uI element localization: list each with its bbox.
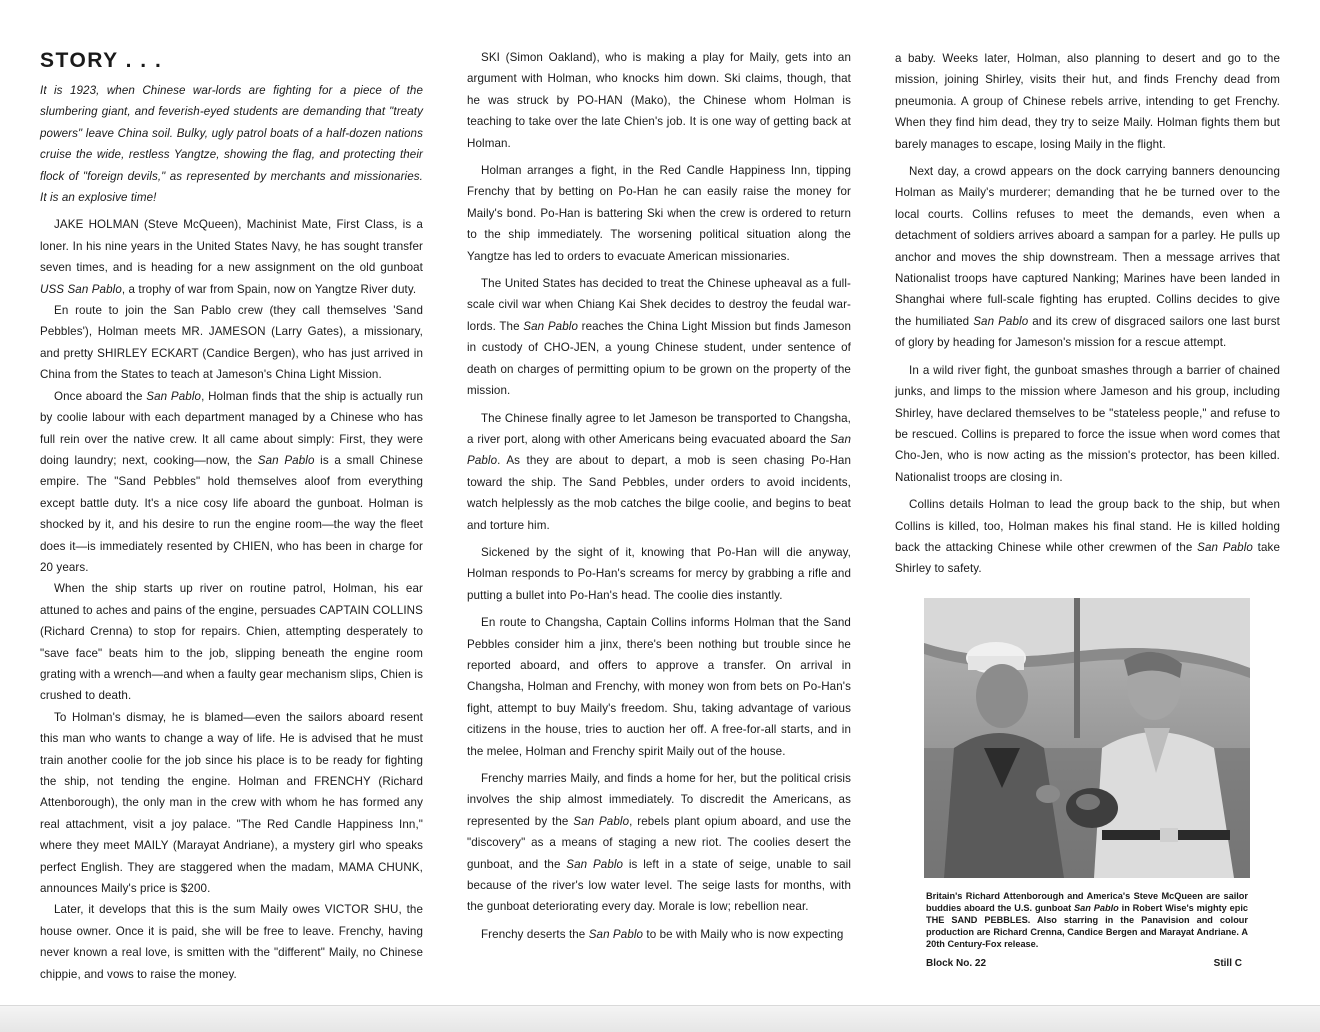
ship-name: San Pablo	[573, 814, 630, 828]
paragraph: a baby. Weeks later, Holman, also planning to desert and go to the mission, joining Shirley, visits their hut, and finds Frenchy dead from pneumonia. A group of Chinese rebels arrive, intending to get Frenchy. When they find him dead, they try to seize Maily. Holman fights them but barely manages to escape, losing Maily in the flight.	[895, 52, 1280, 151]
story-intro: It is 1923, when Chinese war-lords are fighting for a piece of the slumbering giant, and feverish-eyed students are demanding that "treaty powers" leave China soil. Bulky, ugly patrol boats of a half-dozen nations cruise the wide, restless Yangtze, showing the flag, and protecting their flock of "foreign devils," as represented by merchants and missionaries. It is an explosive time!	[40, 84, 423, 205]
paragraph	[40, 214, 423, 300]
text: is a small Chinese empire. The "Sand Pebbles" hold themselves aloof from everything except battle duty. It's a nice cosy life aboard the gunboat. Holman is shocked by it, and his desire to run the engine room—the way the fleet does it—is immediately resented by CHIEN, who has been in charge for 20 years.	[40, 453, 423, 574]
text: JAKE HOLMAN (Steve McQueen), Machinist Mate, First Class, is a loner. In his nine years in the United States Navy, he has sought transfer seven times, and is heading for a new assignment on the old gunboat	[40, 218, 423, 275]
text: The Chinese finally agree to let Jameson be transported to Changsha, a river port, along with other Americans being evacuated aboard the	[467, 411, 851, 446]
paragraph: Holman arranges a fight, in the Red Candle Happiness Inn, tipping Frenchy that by betting on Po-Han he can easily raise the money for Maily's bond. Po-Han is battering Ski when the crew is ordered to return to the ship immediately. The worsening political situation along the Yangtze has led to orders to evacuate American missionaries.	[467, 164, 851, 263]
text: The United States has decided to treat the Chinese upheaval as a full-scale civil war when Chiang Kai Shek decides to destroy the feudal war-lords. The	[467, 277, 851, 333]
film-still-photo	[924, 598, 1250, 878]
paragraph: To Holman's dismay, he is blamed—even the sailors aboard resent this man who wants to change a way of life. He is advised that he must train another coolie for the job since his place is to be ready for fighting the ship, not tending the engine. Holman and FRENCHY (Richard Attenborough), the only man in the crew with whom he has formed any real attachment, visit a joy palace. "The Red Candle Happiness Inn," where they meet MAILY (Marayat Andriane), a mystery girl who speaks perfect English. They are staggered when the madam, MAMA CHUNK, announces Maily's price is $200.	[40, 710, 423, 896]
paragraph: In a wild river fight, the gunboat smashes through a barrier of chained junks, and limps to the mission where Jameson and his group, including Shirley, have declared themselves to be "stateless people," and refuse to be rescued. Collins is prepared to force the issue when word comes that Cho-Jen, who is now acting as the mission's protector, has been killed. Nationalist troops are closing in.	[895, 363, 1280, 484]
paragraph	[895, 161, 1280, 354]
text: reaches the China Light Mission but finds Jameson in custody of CHO-JEN, a young Chinese student, under sentence of death on charges of permitting opium to be grown on the property of the mission.	[467, 319, 851, 398]
ship-name: San Pablo	[566, 857, 624, 871]
paragraph: En route to Changsha, Captain Collins informs Holman that the Sand Pebbles consider him a jinx, there's been nothing but trouble since he reported aboard, and offers to approve a transfer. On arrival in Changsha, Holman and Frenchy, with money won from bets on Po-Han's fight, attempt to buy Maily's freedom. Shu, taking advantage of various citizens in the house, tries to auction her off. A free-for-all starts, and in the melee, Holman and Frenchy spirit Maily out of the house.	[467, 616, 851, 758]
text: Frenchy marries Maily, and finds a home for her, but the political crisis involves the ship almost immediately. To discredit the Americans, as represented by the	[467, 772, 851, 828]
paragraph: When the ship starts up river on routine patrol, Holman, his ear attuned to aches and pains of the engine, persuades CAPTAIN COLLINS (Richard Crenna) to stop for repairs. Chien, attempting desperately to "save face" beats him to the job, slipping beneath the engine room grating with a wrench—and when a faulty gear mechanism slips, Chien is crushed to death.	[40, 582, 423, 703]
story-title: STORY . . .	[40, 49, 163, 72]
paragraph: En route to join the San Pablo crew (they call themselves 'Sand Pebbles'), Holman meets MR. JAMESON (Larry Gates), a missionary, and pretty SHIRLEY ECKART (Candice Bergen), who has just arrived in China from the States to teach at Jameson's China Light Mission.	[40, 304, 423, 382]
text: to be with Maily who is now expecting	[643, 927, 844, 941]
ship-name: San Pablo	[588, 927, 644, 941]
still-label: Still C	[1213, 958, 1242, 969]
ship-name: San Pablo	[523, 319, 578, 333]
paragraph	[467, 408, 851, 536]
text: . As they are about to depart, a mob is seen chasing Po-Han toward the ship. The Sand Pebbles, under orders to avoid incidents, watch helplessly as the mob catches the bilge coolie, and begins to beat and torture him.	[467, 454, 851, 532]
photo-caption	[924, 890, 1250, 950]
text: Britain's Richard Attenborough and America's Steve McQueen are sailor buddies aboard the U.S. gunboat	[926, 891, 1248, 913]
text: , a trophy of war from Spain, now on Yangtze River duty.	[121, 282, 417, 296]
paragraph	[467, 273, 851, 401]
ship-name: San Pablo	[1074, 903, 1119, 913]
ship-name: USS San Pablo	[40, 282, 122, 296]
ship-name: San Pablo	[1197, 540, 1253, 554]
text: Next day, a crowd appears on the dock carrying banners denouncing Holman as Maily's murderer; demanding that he be turned over to the local courts. Collins refuses to meet the demands, even when a detachment of soldiers arrives aboard a sampan for a parley. He pulls up anchor and moves the ship downstream. Then a message arrives that Nationalist troops have captured Nanking; Marines have been landed in Shanghai where full-scale fighting has erupted. Collins decides to give the humiliated	[895, 165, 1280, 328]
caption-footer	[924, 958, 1250, 969]
paragraph	[895, 494, 1280, 580]
text: Frenchy deserts the	[481, 927, 589, 941]
paragraph	[467, 924, 851, 945]
ship-name: San Pablo	[146, 389, 202, 403]
ship-name: San Pablo	[973, 314, 1029, 328]
text: and its crew of disgraced sailors one last burst of glory by heading for Jameson's mission for a rescue attempt.	[895, 314, 1281, 350]
block-number: Block No. 22	[926, 958, 987, 969]
paragraph: Sickened by the sight of it, knowing that Po-Han will die anyway, Holman responds to Po-Han's screams for mercy by grabbing a rifle and putting a bullet into Po-Han's head. The coolie dies instantly.	[467, 545, 851, 602]
ship-name: San Pablo	[257, 453, 315, 467]
text: is left in a state of seige, unable to sail because of the river's low water level. The seige lasts for months, with the gunboat deteriorating every day. Morale is low; rebellion near.	[467, 857, 851, 914]
paragraph	[40, 386, 423, 579]
paragraph: Later, it develops that this is the sum Maily owes VICTOR SHU, the house owner. Once it is paid, she will be free to leave. Frenchy, having never known a real love, is smitten with the "different" Maily, no Chinese chippie, and vows to raise the money.	[40, 903, 423, 981]
text: Once aboard the	[54, 389, 147, 403]
text: in Robert Wise's mighty epic THE SAND PEBBLES. Also starring in the Panavision and colour production are Richard Crenna, Candice Bergen and Marayat Andriane. A 20th Century-Fox release.	[926, 903, 1249, 949]
page-bottom-edge	[0, 1005, 1320, 1032]
ship-name: San Pablo	[467, 432, 851, 468]
column-1	[40, 42, 423, 985]
column-2	[467, 47, 851, 945]
text: take Shirley to safety.	[895, 540, 1280, 576]
text: , rebels plant opium aboard, and use the "discovery" as a means of staging a new riot. The coolies desert the gunboat, and the	[467, 814, 851, 871]
text: , Holman finds that the ship is actually run by coolie labour with each department managed by a Chinese who has full rein over the native crew. It all came about simply: First, they were doing laundry; next, cooking—now, the	[40, 389, 423, 467]
paragraph	[467, 768, 851, 918]
column-3	[895, 48, 1280, 580]
paragraph: SKI (Simon Oakland), who is making a play for Maily, gets into an argument with Holman, who knocks him down. Ski claims, though, that he was struck by PO-HAN (Mako), the Chinese whom Holman is teaching to take over the late Chien's job. It is one way of getting back at Holman.	[467, 51, 851, 150]
photo-still	[924, 598, 1250, 969]
text: Collins details Holman to lead the group back to the ship, but when Collins is killed, too, Holman makes his final stand. He is killed holding back the attacking Chinese while other crewmen of the	[895, 498, 1280, 554]
